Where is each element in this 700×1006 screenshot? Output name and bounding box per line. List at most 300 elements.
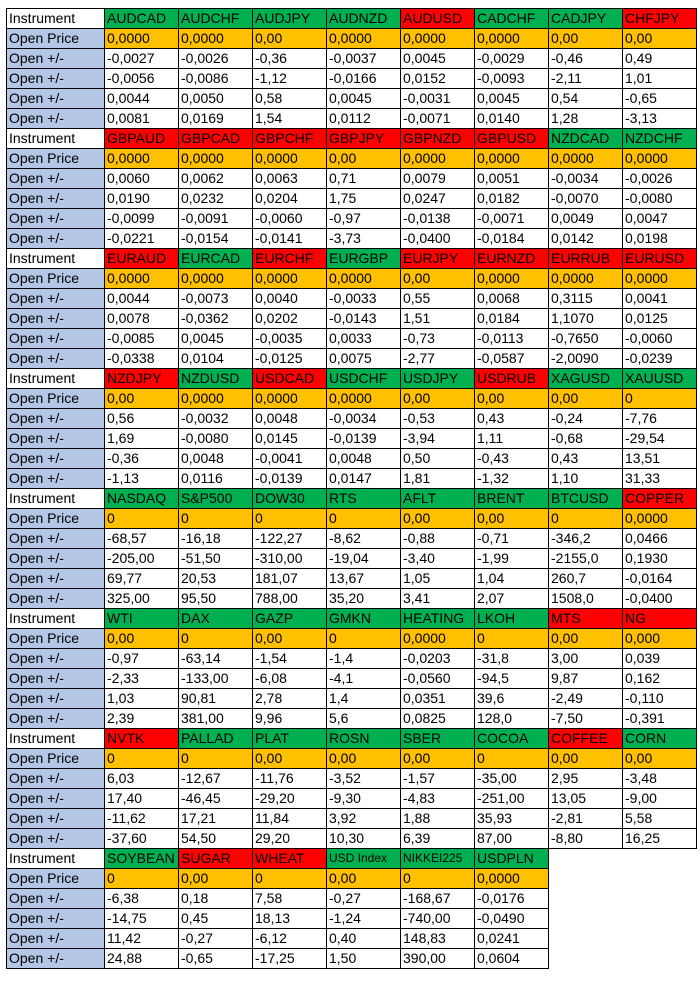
change-value-cell: 0,0079 [401, 169, 475, 189]
open-price-cell: 0 [475, 629, 549, 649]
change-value-cell: 0,0182 [475, 189, 549, 209]
change-value-cell: 0,162 [623, 669, 697, 689]
change-value-cell: -0,24 [549, 409, 623, 429]
change-value-cell: -0,65 [623, 89, 697, 109]
open-price-cell: 0,00 [549, 29, 623, 49]
open-change-label: Open +/- [7, 769, 105, 789]
instrument-name-cell: NZDJPY [105, 369, 179, 389]
open-change-label: Open +/- [7, 829, 105, 849]
change-value-cell: 2,39 [105, 709, 179, 729]
change-value-cell: -63,14 [179, 649, 253, 669]
change-value-cell: -0,0141 [253, 229, 327, 249]
open-price-row [7, 869, 697, 889]
open-change-label: Open +/- [7, 469, 105, 489]
change-value-cell: 1,50 [327, 949, 401, 969]
open-change-row [7, 889, 697, 909]
change-value-cell: 3,41 [401, 589, 475, 609]
instrument-name-cell: GAZP [253, 609, 327, 629]
change-value-cell: -0,0031 [401, 89, 475, 109]
change-value-cell: -0,0032 [179, 409, 253, 429]
open-price-cell: 0,00 [179, 869, 253, 889]
change-value-cell: 0,49 [623, 49, 697, 69]
change-value-cell: -2,0090 [549, 349, 623, 369]
open-change-row [7, 569, 697, 589]
change-value-cell: -0,43 [475, 449, 549, 469]
open-price-row [7, 149, 697, 169]
change-value-cell: -94,5 [475, 669, 549, 689]
change-value-cell: -0,7650 [549, 329, 623, 349]
open-price-cell: 0,0000 [327, 269, 401, 289]
open-price-cell: 0,0000 [253, 389, 327, 409]
open-price-cell: 0,00 [401, 389, 475, 409]
open-change-label: Open +/- [7, 889, 105, 909]
instrument-name-cell: NZDCAD [549, 129, 623, 149]
change-value-cell: -68,57 [105, 529, 179, 549]
instrument-name-cell: XAGUSD [549, 369, 623, 389]
change-value-cell: 1,04 [475, 569, 549, 589]
open-price-label: Open Price [7, 509, 105, 529]
change-value-cell: 6,03 [105, 769, 179, 789]
open-price-cell: 0,00 [253, 629, 327, 649]
change-value-cell: 0,0145 [253, 429, 327, 449]
open-change-row [7, 109, 697, 129]
change-value-cell: -1,57 [401, 769, 475, 789]
change-value-cell: -4,1 [327, 669, 401, 689]
instrument-name-cell: USDPLN [475, 849, 549, 869]
change-value-cell: -0,0037 [327, 49, 401, 69]
change-value-cell: -0,0139 [327, 429, 401, 449]
change-value-cell: -0,0560 [401, 669, 475, 689]
change-value-cell: -0,0071 [401, 109, 475, 129]
instrument-name-cell: PLAT [253, 729, 327, 749]
change-value-cell: -0,65 [179, 949, 253, 969]
change-value-cell: -0,0203 [401, 649, 475, 669]
open-change-row [7, 329, 697, 349]
change-value-cell: 6,39 [401, 829, 475, 849]
open-change-row [7, 89, 697, 109]
change-value-cell: 1,11 [475, 429, 549, 449]
instrument-name-cell: GBPCHF [253, 129, 327, 149]
change-value-cell: 0,50 [401, 449, 475, 469]
open-change-row [7, 349, 697, 369]
change-value-cell: 29,20 [253, 829, 327, 849]
instrument-name-cell: CORN [623, 729, 697, 749]
change-value-cell: 3,92 [327, 809, 401, 829]
change-value-cell: -0,0099 [105, 209, 179, 229]
empty-cell [549, 849, 623, 869]
change-value-cell: -0,27 [179, 929, 253, 949]
open-change-row [7, 589, 697, 609]
change-value-cell: -0,0027 [105, 49, 179, 69]
change-value-cell: -7,76 [623, 409, 697, 429]
open-price-cell: 0 [179, 629, 253, 649]
open-change-label: Open +/- [7, 309, 105, 329]
change-value-cell: 0,0050 [179, 89, 253, 109]
open-price-cell: 0 [327, 629, 401, 649]
open-price-row [7, 269, 697, 289]
change-value-cell: 5,6 [327, 709, 401, 729]
change-value-cell: 39,6 [475, 689, 549, 709]
change-value-cell: 7,58 [253, 889, 327, 909]
change-value-cell: 0,0116 [179, 469, 253, 489]
change-value-cell: 0,43 [549, 449, 623, 469]
open-price-cell: 0,00 [253, 29, 327, 49]
instrument-label: Instrument [7, 369, 105, 389]
change-value-cell: -0,0400 [401, 229, 475, 249]
change-value-cell: -251,00 [475, 789, 549, 809]
change-value-cell: -0,0338 [105, 349, 179, 369]
change-value-cell: 90,81 [179, 689, 253, 709]
empty-cell [623, 909, 697, 929]
open-change-row [7, 469, 697, 489]
change-value-cell: 16,25 [623, 829, 697, 849]
open-change-label: Open +/- [7, 549, 105, 569]
change-value-cell: 0,0051 [475, 169, 549, 189]
open-price-row [7, 509, 697, 529]
change-value-cell: 13,05 [549, 789, 623, 809]
open-price-cell: 0,0000 [623, 509, 697, 529]
change-value-cell: -4,83 [401, 789, 475, 809]
change-value-cell: -0,110 [623, 689, 697, 709]
open-change-row [7, 709, 697, 729]
empty-cell [623, 949, 697, 969]
change-value-cell: -7,50 [549, 709, 623, 729]
open-change-label: Open +/- [7, 789, 105, 809]
change-value-cell: 0,0044 [105, 89, 179, 109]
open-change-label: Open +/- [7, 709, 105, 729]
change-value-cell: 0,0204 [253, 189, 327, 209]
open-price-label: Open Price [7, 269, 105, 289]
instrument-name-cell: COCOA [475, 729, 549, 749]
open-price-label: Open Price [7, 749, 105, 769]
open-price-cell: 0 [179, 749, 253, 769]
open-change-label: Open +/- [7, 809, 105, 829]
change-value-cell: 11,84 [253, 809, 327, 829]
instrument-label: Instrument [7, 9, 105, 29]
change-value-cell: 0,0045 [401, 49, 475, 69]
open-price-cell: 0,0000 [327, 29, 401, 49]
change-value-cell: -6,08 [253, 669, 327, 689]
change-value-cell: 0,0047 [623, 209, 697, 229]
open-change-row [7, 949, 697, 969]
open-price-cell: 0,00 [549, 389, 623, 409]
instrument-name-cell: DAX [179, 609, 253, 629]
change-value-cell: 20,53 [179, 569, 253, 589]
instrument-header-row [7, 609, 697, 629]
change-value-cell: 128,0 [475, 709, 549, 729]
change-value-cell: -0,0080 [179, 429, 253, 449]
change-value-cell: 1,75 [327, 189, 401, 209]
change-value-cell: 35,93 [475, 809, 549, 829]
change-value-cell: 3,00 [549, 649, 623, 669]
instrument-name-cell: NZDUSD [179, 369, 253, 389]
open-change-label: Open +/- [7, 409, 105, 429]
instrument-name-cell: GBPUSD [475, 129, 549, 149]
change-value-cell: -0,68 [549, 429, 623, 449]
change-value-cell: -2,77 [401, 349, 475, 369]
change-value-cell: 0,40 [327, 929, 401, 949]
open-price-cell: 0 [327, 509, 401, 529]
change-value-cell: 35,20 [327, 589, 401, 609]
change-value-cell: 0,0198 [623, 229, 697, 249]
empty-cell [623, 889, 697, 909]
open-price-label: Open Price [7, 629, 105, 649]
open-change-row [7, 929, 697, 949]
instrument-name-cell: EURGBP [327, 249, 401, 269]
change-value-cell: -6,12 [253, 929, 327, 949]
open-price-cell: 0,00 [327, 869, 401, 889]
open-price-cell: 0 [401, 869, 475, 889]
change-value-cell: 0,0045 [475, 89, 549, 109]
change-value-cell: 0,3115 [549, 289, 623, 309]
change-value-cell: -35,00 [475, 769, 549, 789]
instrument-name-cell: USDRUB [475, 369, 549, 389]
change-value-cell: 9,96 [253, 709, 327, 729]
change-value-cell: -0,97 [327, 209, 401, 229]
change-value-cell: 1,54 [253, 109, 327, 129]
change-value-cell: 0,0048 [253, 409, 327, 429]
change-value-cell: 0,0604 [475, 949, 549, 969]
change-value-cell: 13,67 [327, 569, 401, 589]
change-value-cell: -2,49 [549, 689, 623, 709]
change-value-cell: 0,0062 [179, 169, 253, 189]
change-value-cell: 24,88 [105, 949, 179, 969]
change-value-cell: -19,04 [327, 549, 401, 569]
instrument-header-row [7, 849, 697, 869]
change-value-cell: -0,0143 [327, 309, 401, 329]
change-value-cell: 13,51 [623, 449, 697, 469]
change-value-cell: -0,0184 [475, 229, 549, 249]
open-change-row [7, 429, 697, 449]
instrument-name-cell: EURNZD [475, 249, 549, 269]
open-change-row [7, 549, 697, 569]
instrument-name-cell: LKOH [475, 609, 549, 629]
open-price-cell: 0,0000 [253, 149, 327, 169]
change-value-cell: -0,0400 [623, 589, 697, 609]
change-value-cell: 181,07 [253, 569, 327, 589]
change-value-cell: -0,0093 [475, 69, 549, 89]
open-change-row [7, 449, 697, 469]
empty-cell [623, 929, 697, 949]
instrument-name-cell: MTS [549, 609, 623, 629]
open-change-row [7, 209, 697, 229]
change-value-cell: 0,0190 [105, 189, 179, 209]
change-value-cell: 0,039 [623, 649, 697, 669]
open-price-row [7, 749, 697, 769]
change-value-cell: -0,0125 [253, 349, 327, 369]
change-value-cell: -740,00 [401, 909, 475, 929]
instrument-header-row [7, 129, 697, 149]
instrument-name-cell: EURAUD [105, 249, 179, 269]
change-value-cell: 0,0152 [401, 69, 475, 89]
open-price-cell: 0,0000 [549, 269, 623, 289]
open-change-label: Open +/- [7, 349, 105, 369]
change-value-cell: 148,83 [401, 929, 475, 949]
change-value-cell: 0,18 [179, 889, 253, 909]
empty-cell [623, 849, 697, 869]
change-value-cell: -0,0490 [475, 909, 549, 929]
change-value-cell: -0,0091 [179, 209, 253, 229]
instrument-name-cell: NIKKEI225 [401, 849, 475, 869]
instrument-name-cell: GBPNZD [401, 129, 475, 149]
empty-cell [549, 869, 623, 889]
change-value-cell: 0,0075 [327, 349, 401, 369]
change-value-cell: 2,78 [253, 689, 327, 709]
open-price-cell: 0 [623, 389, 697, 409]
instrument-name-cell: XAUUSD [623, 369, 697, 389]
instrument-name-cell: BTCUSD [549, 489, 623, 509]
open-change-row [7, 189, 697, 209]
change-value-cell: 0,0044 [105, 289, 179, 309]
change-value-cell: -0,0026 [623, 169, 697, 189]
change-value-cell: -0,0041 [253, 449, 327, 469]
instrument-header-row [7, 9, 697, 29]
change-value-cell: 31,33 [623, 469, 697, 489]
empty-cell [549, 889, 623, 909]
change-value-cell: -0,0029 [475, 49, 549, 69]
change-value-cell: 1,1070 [549, 309, 623, 329]
instrument-name-cell: WTI [105, 609, 179, 629]
open-change-label: Open +/- [7, 69, 105, 89]
change-value-cell: -46,45 [179, 789, 253, 809]
instrument-name-cell: DOW30 [253, 489, 327, 509]
change-value-cell: -0,0060 [253, 209, 327, 229]
open-change-row [7, 49, 697, 69]
open-price-cell: 0,0000 [623, 149, 697, 169]
instrument-name-cell: HEATING [401, 609, 475, 629]
change-value-cell: -29,54 [623, 429, 697, 449]
change-value-cell: -122,27 [253, 529, 327, 549]
change-value-cell: -3,94 [401, 429, 475, 449]
change-value-cell: -0,0362 [179, 309, 253, 329]
open-change-row [7, 909, 697, 929]
change-value-cell: -3,13 [623, 109, 697, 129]
change-value-cell: 0,0104 [179, 349, 253, 369]
open-change-label: Open +/- [7, 329, 105, 349]
instrument-name-cell: CADJPY [549, 9, 623, 29]
change-value-cell: 17,21 [179, 809, 253, 829]
change-value-cell: 0,1930 [623, 549, 697, 569]
change-value-cell: -0,0071 [475, 209, 549, 229]
change-value-cell: -11,76 [253, 769, 327, 789]
change-value-cell: -1,24 [327, 909, 401, 929]
instrument-name-cell: USDJPY [401, 369, 475, 389]
change-value-cell: -0,97 [105, 649, 179, 669]
change-value-cell: 0,0140 [475, 109, 549, 129]
change-value-cell: -17,25 [253, 949, 327, 969]
change-value-cell: 0,0247 [401, 189, 475, 209]
change-value-cell: 54,50 [179, 829, 253, 849]
open-price-cell: 0 [475, 749, 549, 769]
change-value-cell: -0,0056 [105, 69, 179, 89]
instrument-label: Instrument [7, 249, 105, 269]
open-change-row [7, 409, 697, 429]
change-value-cell: -2,81 [549, 809, 623, 829]
change-value-cell: 0,0033 [327, 329, 401, 349]
change-value-cell: 0,71 [327, 169, 401, 189]
change-value-cell: 0,0112 [327, 109, 401, 129]
change-value-cell: -0,27 [327, 889, 401, 909]
open-change-row [7, 829, 697, 849]
change-value-cell: -0,0139 [253, 469, 327, 489]
instrument-name-cell: NVTK [105, 729, 179, 749]
change-value-cell: -0,0033 [327, 289, 401, 309]
change-value-cell: -2,11 [549, 69, 623, 89]
open-price-cell: 0,00 [401, 269, 475, 289]
change-value-cell: 11,42 [105, 929, 179, 949]
open-change-label: Open +/- [7, 429, 105, 449]
change-value-cell: 390,00 [401, 949, 475, 969]
change-value-cell: 0,0060 [105, 169, 179, 189]
open-change-label: Open +/- [7, 49, 105, 69]
open-price-cell: 0 [105, 869, 179, 889]
change-value-cell: -3,40 [401, 549, 475, 569]
change-value-cell: 1,69 [105, 429, 179, 449]
change-value-cell: -1,32 [475, 469, 549, 489]
open-price-cell: 0,0000 [475, 149, 549, 169]
change-value-cell: 0,0351 [401, 689, 475, 709]
change-value-cell: 325,00 [105, 589, 179, 609]
open-price-cell: 0 [105, 749, 179, 769]
open-price-cell: 0,0000 [327, 389, 401, 409]
change-value-cell: 0,0202 [253, 309, 327, 329]
open-price-cell: 0,0000 [179, 269, 253, 289]
change-value-cell: -0,0085 [105, 329, 179, 349]
open-price-cell: 0,00 [327, 749, 401, 769]
instrument-name-cell: SOYBEAN [105, 849, 179, 869]
open-price-cell: 0,0000 [475, 869, 549, 889]
change-value-cell: 2,07 [475, 589, 549, 609]
instrument-name-cell: CHFJPY [623, 9, 697, 29]
change-value-cell: -0,0176 [475, 889, 549, 909]
instrument-name-cell: BRENT [475, 489, 549, 509]
instrument-name-cell: AUDNZD [327, 9, 401, 29]
change-value-cell: -2,33 [105, 669, 179, 689]
change-value-cell: -205,00 [105, 549, 179, 569]
instrument-name-cell: USD Index [327, 849, 401, 869]
change-value-cell: -0,391 [623, 709, 697, 729]
change-value-cell: 1,51 [401, 309, 475, 329]
change-value-cell: -31,8 [475, 649, 549, 669]
instrument-name-cell: SBER [401, 729, 475, 749]
open-price-cell: 0,0000 [105, 269, 179, 289]
open-change-row [7, 769, 697, 789]
change-value-cell: 788,00 [253, 589, 327, 609]
instrument-name-cell: GMKN [327, 609, 401, 629]
change-value-cell: 0,0142 [549, 229, 623, 249]
change-value-cell: -0,36 [105, 449, 179, 469]
change-value-cell: 1,4 [327, 689, 401, 709]
open-change-label: Open +/- [7, 669, 105, 689]
instrument-name-cell: PALLAD [179, 729, 253, 749]
open-price-cell: 0 [253, 869, 327, 889]
instrument-header-row [7, 729, 697, 749]
change-value-cell: 0,45 [179, 909, 253, 929]
change-value-cell: -346,2 [549, 529, 623, 549]
change-value-cell: 1,01 [623, 69, 697, 89]
open-price-cell: 0,0000 [475, 269, 549, 289]
empty-cell [549, 909, 623, 929]
change-value-cell: 1,10 [549, 469, 623, 489]
change-value-cell: -0,88 [401, 529, 475, 549]
change-value-cell: 0,0048 [179, 449, 253, 469]
open-price-cell: 0,00 [475, 389, 549, 409]
change-value-cell: 0,0040 [253, 289, 327, 309]
open-change-label: Open +/- [7, 529, 105, 549]
instrument-label: Instrument [7, 489, 105, 509]
open-price-row [7, 29, 697, 49]
change-value-cell: -1,99 [475, 549, 549, 569]
